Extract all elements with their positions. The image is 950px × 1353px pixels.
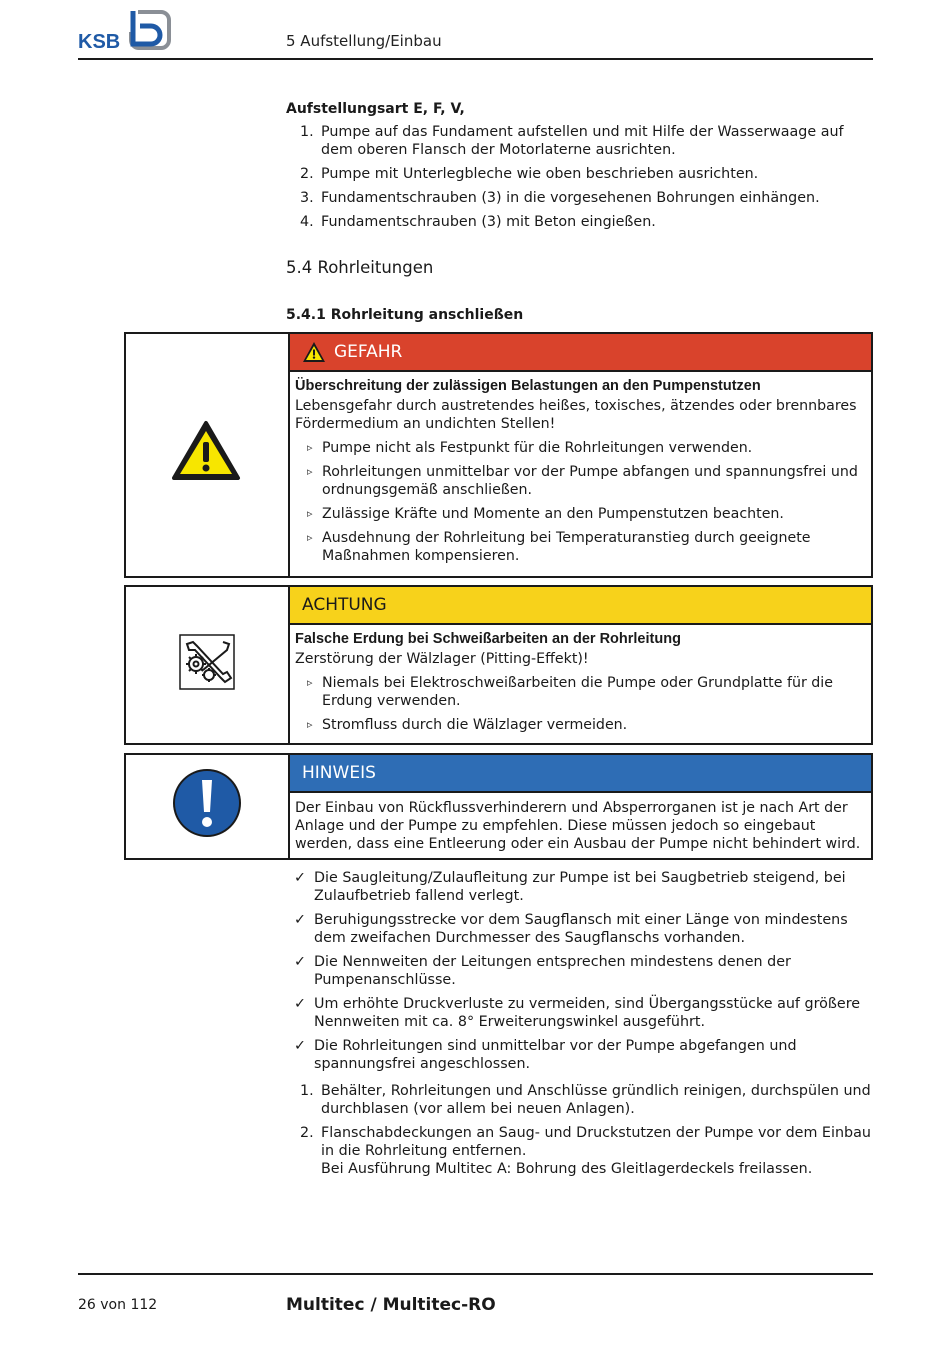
- list-item: ▹ Niemals bei Elektroschweißarbeiten die Pumpe oder Grundplatte für die Erdung verwenden.: [295, 674, 863, 710]
- warning-triangle-icon: [302, 341, 326, 363]
- list-item: ▹ Rohrleitungen unmittelbar vor der Pumpe abfangen und spannungsfrei und ordnungsgemäß anschließen.: [295, 463, 863, 499]
- list-item: ▹ Zulässige Kräfte und Momente an den Pumpenstutzen beachten.: [295, 505, 863, 523]
- caution-title: ACHTUNG: [302, 595, 387, 615]
- ksb-logo: [78, 8, 178, 54]
- danger-measures: [295, 439, 863, 565]
- list-item: ✓ Die Rohrleitungen sind unmittelbar vor der Pumpe abgefangen und spannungsfrei angeschlossen.: [294, 1038, 797, 1072]
- check-icon: ✓: [294, 912, 306, 928]
- check-icon: ✓: [294, 996, 306, 1012]
- footer-divider: [78, 1273, 873, 1275]
- header-divider: [78, 58, 873, 60]
- caution-measures: [295, 674, 863, 734]
- list-item: ✓ Um erhöhte Druckverluste zu vermeiden, sind Übergangsstücke auf größere Nennweiten mit ca. 8° Erweiterungswinkel ausgeführt.: [294, 996, 861, 1030]
- list-item: ▹ Pumpe nicht als Festpunkt für die Rohrleitungen verwenden.: [295, 439, 863, 457]
- list-item: 2. Flanschabdeckungen an Saug- und Druckstutzen der Pumpe vor dem Einbau in die Rohrleitung entfernen. Bei Ausführung Multitec A: Bohrung des Gleitlagerdeckels freilassen.: [300, 1125, 871, 1177]
- prerequisite-checklist: [286, 869, 876, 1079]
- check-icon: ✓: [294, 954, 306, 970]
- product-name: Multitec / Multitec-RO: [286, 1295, 496, 1315]
- list-item: 1. Pumpe auf das Fundament aufstellen und mit Hilfe der Wasserwaage auf dem oberen Flansch der Motorlaterne ausrichten.: [300, 124, 844, 158]
- subsection-heading: 5.4.1 Rohrleitung anschließen: [286, 307, 524, 323]
- page-number: 26 von 112: [78, 1297, 158, 1313]
- installation-steps: [286, 123, 876, 237]
- danger-title: GEFAHR: [334, 342, 403, 362]
- list-item: 4. Fundamentschrauben (3) mit Beton eingießen.: [300, 214, 656, 230]
- caution-notice: [124, 585, 873, 745]
- list-item: 1. Behälter, Rohrleitungen und Anschlüsse gründlich reinigen, durchspülen und durchblasen (vor allem bei neuen Anlagen).: [300, 1083, 871, 1117]
- list-item: ▹ Ausdehnung der Rohrleitung bei Temperaturanstieg durch geeignete Maßnahmen kompensieren.: [295, 529, 863, 565]
- danger-title-bar: [288, 334, 871, 372]
- header-section-title: 5 Aufstellung/Einbau: [286, 32, 442, 50]
- caution-subject: Falsche Erdung bei Schweißarbeiten an der Rohrleitung: [295, 631, 681, 647]
- list-item: 2. Pumpe mit Unterlegbleche wie oben beschrieben ausrichten.: [300, 166, 759, 182]
- check-icon: ✓: [294, 1038, 306, 1054]
- note-notice: [124, 753, 873, 860]
- note-title: HINWEIS: [302, 763, 376, 783]
- machine-damage-icon: [179, 634, 235, 690]
- logo-text: KSB: [78, 31, 121, 53]
- danger-subject: Überschreitung der zulässigen Belastungen an den Pumpenstutzen: [295, 378, 761, 394]
- section-heading: 5.4 Rohrleitungen: [286, 258, 434, 277]
- note-title-bar: [288, 755, 871, 793]
- check-icon: ✓: [294, 870, 306, 886]
- danger-description: Lebensgefahr durch austretendes heißes, toxisches, ätzendes oder brennbares Fördermedium an undichten Stellen!: [295, 398, 857, 432]
- list-item: 3. Fundamentschrauben (3) in die vorgesehenen Bohrungen einhängen.: [300, 190, 820, 206]
- caution-title-bar: [288, 587, 871, 625]
- installation-type-label: Aufstellungsart E, F, V,: [286, 101, 465, 117]
- connection-steps: [286, 1082, 876, 1184]
- danger-notice: [124, 332, 873, 578]
- caution-description: Zerstörung der Wälzlager (Pitting-Effekt)!: [295, 651, 589, 667]
- mandatory-info-icon: [172, 768, 242, 838]
- list-item: ✓ Beruhigungsstrecke vor dem Saugflansch mit einer Länge von mindestens dem zweifachen Durchmesser des Saugflanschs vorhanden.: [294, 912, 848, 946]
- warning-triangle-icon: [171, 420, 241, 482]
- step-note: Bei Ausführung Multitec A: Bohrung des Gleitlagerdeckels freilassen.: [321, 1161, 813, 1177]
- list-item: ✓ Die Saugleitung/Zulaufleitung zur Pumpe ist bei Saugbetrieb steigend, bei Zulaufbetrieb fallend verlegt.: [294, 870, 846, 904]
- note-text: Der Einbau von Rückflussverhinderern und Absperrorganen ist je nach Art der Anlage und der Pumpe zu empfehlen. Diese müssen jedoch so eingebaut werden, dass eine Entleerung oder ein Ausbau der Pumpe nicht behindert wird.: [295, 800, 861, 852]
- list-item: ✓ Die Nennweiten der Leitungen entsprechen mindestens denen der Pumpenanschlüsse.: [294, 954, 791, 988]
- list-item: ▹ Stromfluss durch die Wälzlager vermeiden.: [295, 716, 863, 734]
